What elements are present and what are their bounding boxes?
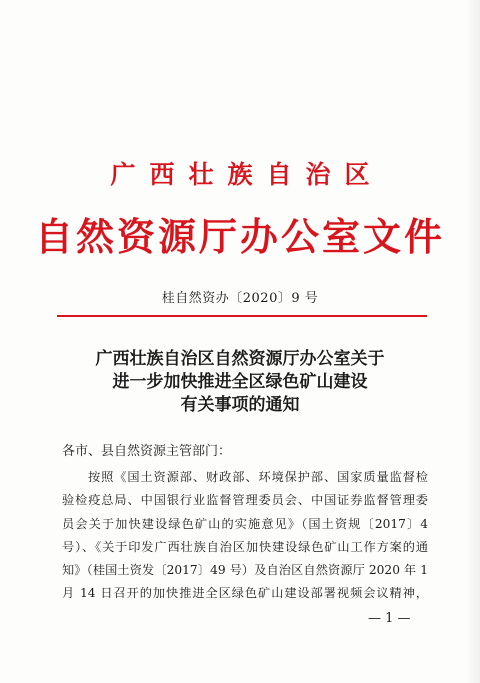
body-paragraph <box>62 466 428 606</box>
title-line: 进一步加快推进全区绿色矿山建设 <box>112 372 368 392</box>
page-edge-shadow <box>466 0 480 683</box>
header-office-title: 自然资源厅办公室文件 <box>34 214 445 259</box>
notice-title <box>0 348 480 417</box>
header-region: 广西壮族自治区 <box>110 160 384 189</box>
title-line: 广西壮族自治区自然资源厅办公室关于 <box>95 349 385 369</box>
body-line: 知》（桂国土资发〔2017〕49 号）及自治区自然资源厅 2020 年 1 <box>62 563 428 578</box>
body-line: 月 14 日召开的加快推进全区绿色矿山建设部署视频会议精神， <box>62 586 428 601</box>
body-line: 验检疫总局、中国银行业监督管理委员会、中国证券监督管理委 <box>62 493 428 508</box>
body-line: 员会关于加快建设绿色矿山的实施意见》（国土资规〔2017〕4 <box>62 516 428 531</box>
salutation: 各市、县自然资源主管部门： <box>62 444 232 459</box>
title-line: 有关事项的通知 <box>180 395 300 415</box>
body-line: 按照《国土资源部、财政部、环境保护部、国家质量监督检 <box>88 470 428 484</box>
red-divider-line <box>57 315 427 317</box>
page-number: — 1 — <box>368 611 411 626</box>
body-line: 号）、《关于印发广西壮族自治区加快建设绿色矿山工作方案的通 <box>62 539 428 554</box>
document-number: 桂自然资办〔2020〕9 号 <box>161 291 319 306</box>
